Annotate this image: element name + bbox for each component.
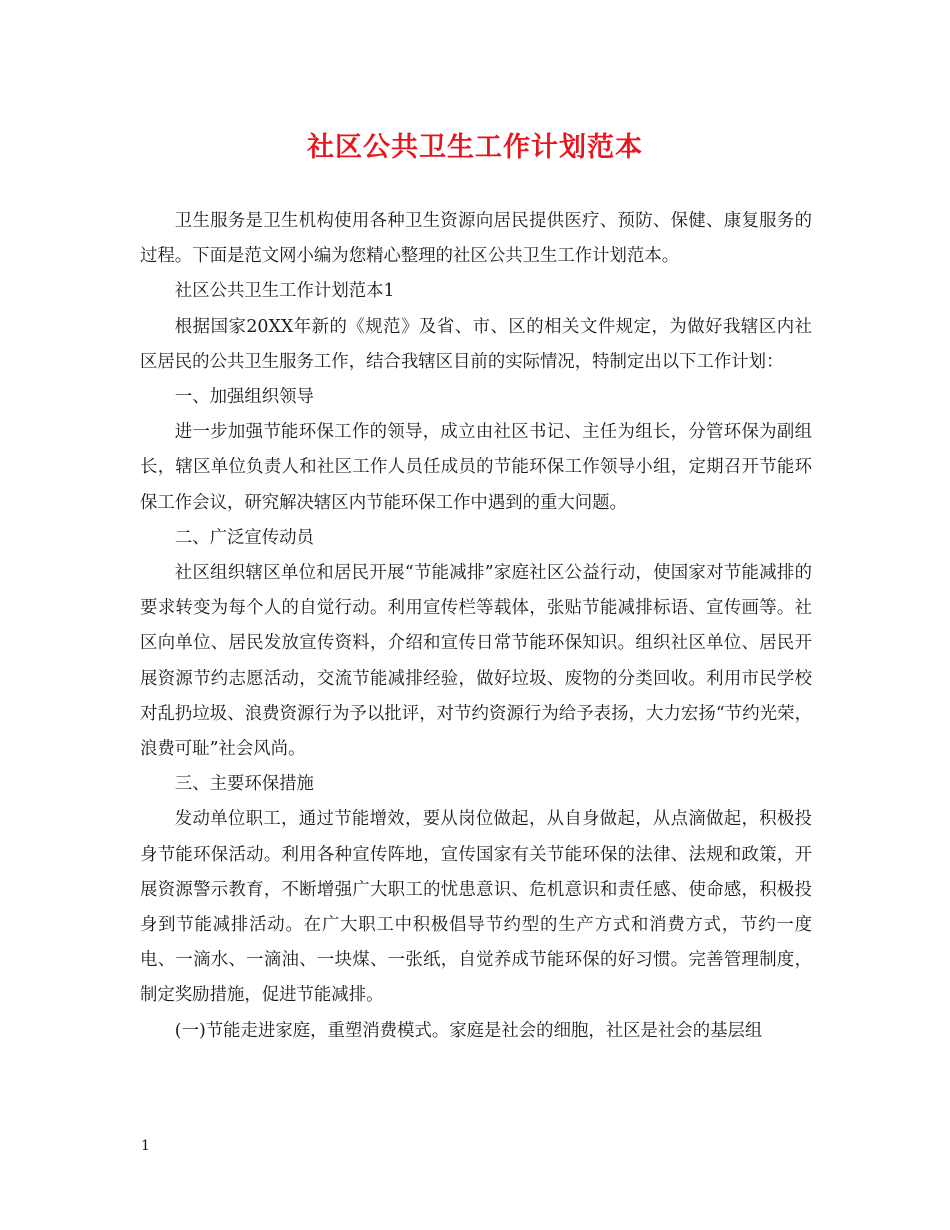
page-number: 1	[141, 1138, 150, 1154]
paragraph-section-3: 发动单位职工，通过节能增效，要从岗位做起，从自身做起，从点滴做起，积极投身节能环保活动。利用各种宣传阵地，宣传国家有关节能环保的法律、法规和政策，开展资源警示教育，不断增强广大职工的忧患意识、危机意识和责任感、使命感，积极投身到节能减排活动。在广大职工中积极倡导节约型的生产方式和消费方式，节约一度电、一滴水、一滴油、一块煤、一张纸，自觉养成节能环保的好习惯。完善管理制度，制定奖励措施，促进节能减排。	[140, 809, 812, 1006]
document-title: 社区公共卫生工作计划范本	[307, 132, 643, 163]
section-heading-1: 一、加强组织领导	[174, 387, 314, 408]
paragraph-section-1: 进一步加强节能环保工作的领导，成立由社区书记、主任为组长，分管环保为副组长，辖区单位负责人和社区工作人员任成员的节能环保工作领导小组，定期召开节能环保工作会议，研究解决辖区内节能环保工作中遇到的重大问题。	[140, 422, 812, 513]
paragraph-intro: 卫生服务是卫生机构使用各种卫生资源向居民提供医疗、预防、保健、康复服务的过程。下面是范文网小编为您精心整理的社区公共卫生工作计划范本。	[140, 211, 812, 267]
section-heading-3: 三、主要环保措施	[174, 774, 314, 795]
paragraph-basis: 根据国家20XX年新的《规范》及省、市、区的相关文件规定，为做好我辖区内社区居民的公共卫生服务工作，结合我辖区目前的实际情况，特制定出以下工作计划：	[140, 316, 812, 372]
paragraph-section-2: 社区组织辖区单位和居民开展“节能减排”家庭社区公益行动，使国家对节能减排的要求转变为每个人的自觉行动。利用宣传栏等载体，张贴节能减排标语、宣传画等。社区向单位、居民发放宣传资料，介绍和宣传日常节能环保知识。组织社区单位、居民开展资源节约志愿活动，交流节能减排经验，做好垃圾、废物的分类回收。利用市民学校对乱扔垃圾、浪费资源行为予以批评，对节约资源行为给予表扬，大力宏扬“节约光荣，浪费可耻”社会风尚。	[140, 563, 812, 760]
document-body	[140, 204, 812, 1049]
section-heading-2: 二、广泛宣传动员	[174, 527, 314, 548]
paragraph-subsection-1: (一)节能走进家庭，重塑消费模式。家庭是社会的细胞，社区是社会的基层组	[174, 1020, 763, 1041]
paragraph-subtitle: 社区公共卫生工作计划范本1	[174, 281, 395, 302]
